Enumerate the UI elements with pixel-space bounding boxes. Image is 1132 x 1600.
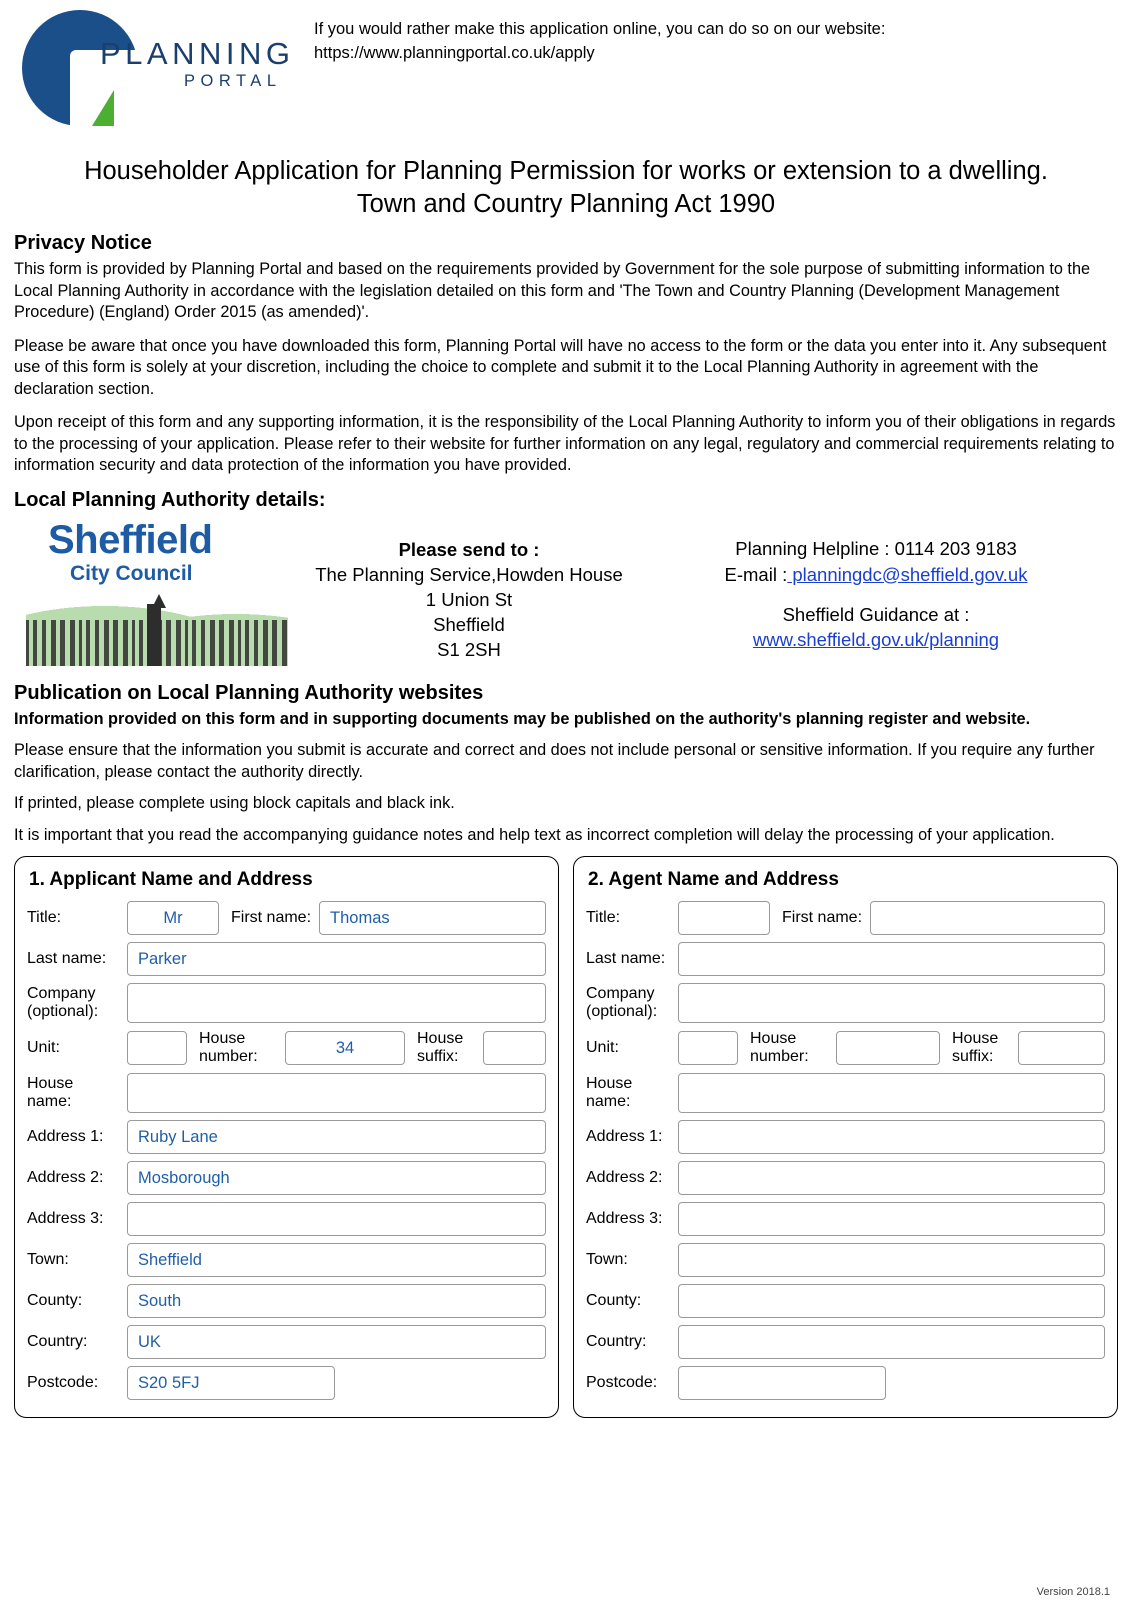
agent-company-input[interactable] xyxy=(678,983,1105,1023)
agent-title-row xyxy=(586,901,1105,935)
applicant-address1-row xyxy=(27,1120,546,1154)
applicant-town-input[interactable]: Sheffield xyxy=(127,1243,546,1277)
agent-address2-row xyxy=(586,1161,1105,1195)
publication-heading: Publication on Local Planning Authority websites xyxy=(14,681,484,704)
privacy-paragraph-1: This form is provided by Planning Portal and based on the requirements provided by Government for the sole purpose of submitting information to the Local Planning Authority in accordance with the legislation detailed on this form and 'The Town and Country Planning (Development Management Procedure) (England) Order 2015 (as amended)'. xyxy=(14,260,1091,322)
agent-county-input[interactable] xyxy=(678,1284,1105,1318)
agent-county-row xyxy=(586,1284,1105,1318)
applicant-address2-input[interactable]: Mosborough xyxy=(127,1161,546,1195)
name-and-address-sections xyxy=(14,856,1118,1418)
applicant-country-input[interactable]: UK xyxy=(127,1325,546,1359)
applicant-title-input[interactable]: Mr xyxy=(127,901,219,935)
agent-company-label: Company (optional): xyxy=(586,985,658,1021)
agent-town-input[interactable] xyxy=(678,1243,1105,1277)
agent-town-row xyxy=(586,1243,1105,1277)
agent-country-input[interactable] xyxy=(678,1325,1105,1359)
applicant-county-label: County: xyxy=(27,1292,83,1310)
email-link[interactable]: planningdc@sheffield.gov.uk xyxy=(787,563,1028,585)
applicant-house-suffix-input[interactable] xyxy=(483,1031,546,1065)
applicant-title-row xyxy=(27,901,546,935)
agent-unit-row xyxy=(586,1030,1105,1066)
logo-wordmark: PLANNING xyxy=(100,36,295,71)
agent-house-number-input[interactable] xyxy=(836,1031,940,1065)
agent-address3-row xyxy=(586,1202,1105,1236)
agent-last-name-label: Last name: xyxy=(586,950,666,968)
applicant-country-row xyxy=(27,1325,546,1359)
send-to-address xyxy=(304,520,634,663)
applicant-section xyxy=(14,856,559,1418)
applicant-house-name-input[interactable] xyxy=(127,1073,546,1113)
privacy-notice-heading: Privacy Notice xyxy=(14,232,152,255)
publication-bold-text: Information provided on this form and in supporting documents may be published on the authority's planning register and website. xyxy=(14,709,1031,728)
online-note-line2: https://www.planningportal.co.uk/apply xyxy=(314,43,595,62)
publication-paragraph-2: If printed, please complete using block capitals and black ink. xyxy=(14,794,455,813)
applicant-first-name-label: First name: xyxy=(231,909,312,927)
guidance-label: Sheffield Guidance at : xyxy=(782,603,970,625)
applicant-postcode-label: Postcode: xyxy=(27,1374,99,1392)
applicant-address2-label: Address 2: xyxy=(27,1169,104,1187)
lpa-details-block xyxy=(14,517,1118,670)
applicant-section-heading: 1. Applicant Name and Address xyxy=(29,869,313,891)
applicant-house-name-row xyxy=(27,1073,546,1113)
privacy-paragraph-2: Please be aware that once you have downloaded this form, Planning Portal will have no access to the form or the data you enter into it. Any subsequent use of this form is solely at your discretion, including the choice to complete and submit it to the Local Planning Authority in agreement with the declaration section. xyxy=(14,336,1107,398)
lpa-contact-block xyxy=(634,520,1118,654)
sheffield-skyline-icon xyxy=(26,592,288,666)
agent-postcode-row xyxy=(586,1366,1105,1400)
agent-house-name-input[interactable] xyxy=(678,1073,1105,1113)
online-note-line1: If you would rather make this application online, you can do so on our website: xyxy=(314,20,886,38)
applicant-postcode-input[interactable]: S20 5FJ xyxy=(127,1366,335,1400)
logo-green-triangle-icon xyxy=(92,90,114,126)
applicant-town-row xyxy=(27,1243,546,1277)
planning-helpline: Planning Helpline : 0114 203 9183 xyxy=(735,537,1017,559)
online-application-note xyxy=(314,6,885,66)
applicant-address3-row xyxy=(27,1202,546,1236)
publication-paragraph-3: It is important that you read the accompanying guidance notes and help text as incorrect completion will delay the processing of your application. xyxy=(14,825,1055,844)
logo-submark: PORTAL xyxy=(184,72,282,90)
sheffield-logo-sub: City Council xyxy=(70,561,193,585)
page-title-line1: Householder Application for Planning Permission for works or extension to a dwelling. xyxy=(84,157,1048,185)
agent-first-name-label: First name: xyxy=(782,909,863,927)
applicant-country-label: Country: xyxy=(27,1333,88,1351)
applicant-unit-label: Unit: xyxy=(27,1039,60,1057)
agent-address3-input[interactable] xyxy=(678,1202,1105,1236)
agent-house-name-row xyxy=(586,1073,1105,1113)
agent-unit-label: Unit: xyxy=(586,1039,619,1057)
agent-postcode-input[interactable] xyxy=(678,1366,886,1400)
agent-house-number-label: House number: xyxy=(750,1030,809,1066)
applicant-address3-label: Address 3: xyxy=(27,1210,104,1228)
agent-address2-label: Address 2: xyxy=(586,1169,663,1187)
applicant-address2-row xyxy=(27,1161,546,1195)
publication-paragraph-1: Please ensure that the information you submit is accurate and correct and does not include personal or sensitive information. If you require any further clarification, please contact the authority directly. xyxy=(14,741,1095,781)
agent-title-label: Title: xyxy=(586,909,621,927)
agent-county-label: County: xyxy=(586,1292,642,1310)
applicant-company-row xyxy=(27,983,546,1023)
page-title xyxy=(14,155,1118,220)
guidance-link[interactable]: www.sheffield.gov.uk/planning xyxy=(752,629,1000,651)
applicant-town-label: Town: xyxy=(27,1251,69,1269)
planning-portal-logo xyxy=(14,6,314,141)
applicant-unit-input[interactable] xyxy=(127,1031,187,1065)
applicant-title-label: Title: xyxy=(27,909,62,927)
agent-section-heading: 2. Agent Name and Address xyxy=(588,869,839,891)
agent-first-name-input[interactable] xyxy=(870,901,1105,935)
applicant-address3-input[interactable] xyxy=(127,1202,546,1236)
applicant-first-name-input[interactable]: Thomas xyxy=(319,901,546,935)
applicant-house-number-label: House number: xyxy=(199,1030,258,1066)
sheffield-logo-name: Sheffield xyxy=(48,517,213,562)
agent-country-row xyxy=(586,1325,1105,1359)
agent-last-name-row xyxy=(586,942,1105,976)
lpa-email-row xyxy=(634,562,1118,588)
agent-last-name-input[interactable] xyxy=(678,942,1105,976)
applicant-house-suffix-label: House suffix: xyxy=(417,1030,464,1066)
applicant-company-label: Company (optional): xyxy=(27,985,99,1021)
applicant-county-input[interactable]: South xyxy=(127,1284,546,1318)
agent-address1-input[interactable] xyxy=(678,1120,1105,1154)
agent-house-name-label: House name: xyxy=(586,1075,633,1111)
agent-address2-input[interactable] xyxy=(678,1161,1105,1195)
applicant-address1-input[interactable]: Ruby Lane xyxy=(127,1120,546,1154)
agent-address1-row xyxy=(586,1120,1105,1154)
email-label: E-mail : xyxy=(724,563,788,585)
applicant-address1-label: Address 1: xyxy=(27,1128,104,1146)
agent-unit-input[interactable] xyxy=(678,1031,738,1065)
applicant-county-row xyxy=(27,1284,546,1318)
send-to-line1: The Planning Service,Howden House xyxy=(315,563,623,585)
agent-section xyxy=(573,856,1118,1418)
agent-postcode-label: Postcode: xyxy=(586,1374,658,1392)
version-label: Version 2018.1 xyxy=(1036,1586,1110,1598)
agent-house-suffix-input[interactable] xyxy=(1018,1031,1105,1065)
send-to-line4: S1 2SH xyxy=(437,638,501,660)
agent-address3-label: Address 3: xyxy=(586,1210,663,1228)
agent-address1-label: Address 1: xyxy=(586,1128,663,1146)
page-title-line2: Town and Country Planning Act 1990 xyxy=(356,189,776,218)
lpa-details-heading: Local Planning Authority details: xyxy=(14,488,326,511)
applicant-unit-row xyxy=(27,1030,546,1066)
send-to-line2: 1 Union St xyxy=(425,588,513,610)
agent-town-label: Town: xyxy=(586,1251,628,1269)
agent-title-input[interactable] xyxy=(678,901,770,935)
applicant-company-input[interactable] xyxy=(127,983,546,1023)
applicant-house-number-input[interactable]: 34 xyxy=(285,1031,405,1065)
applicant-last-name-row xyxy=(27,942,546,976)
send-to-label: Please send to : xyxy=(398,538,540,560)
privacy-paragraph-3: Upon receipt of this form and any supporting information, it is the responsibility of the Local Planning Authority to inform you of their obligations in regards to the processing of your application. Please refer to their website for further information on any legal, regulatory and commercial requirements relating to information security and data protection of the information you have provided. xyxy=(14,413,1116,475)
applicant-postcode-row xyxy=(27,1366,546,1400)
applicant-last-name-input[interactable]: Parker xyxy=(127,942,546,976)
sheffield-city-council-logo xyxy=(14,517,304,670)
applicant-house-name-label: House name: xyxy=(27,1075,74,1111)
document-header xyxy=(14,0,1118,141)
applicant-last-name-label: Last name: xyxy=(27,950,107,968)
agent-company-row xyxy=(586,983,1105,1023)
agent-country-label: Country: xyxy=(586,1333,647,1351)
agent-house-suffix-label: House suffix: xyxy=(952,1030,999,1066)
send-to-line3: Sheffield xyxy=(433,613,505,635)
